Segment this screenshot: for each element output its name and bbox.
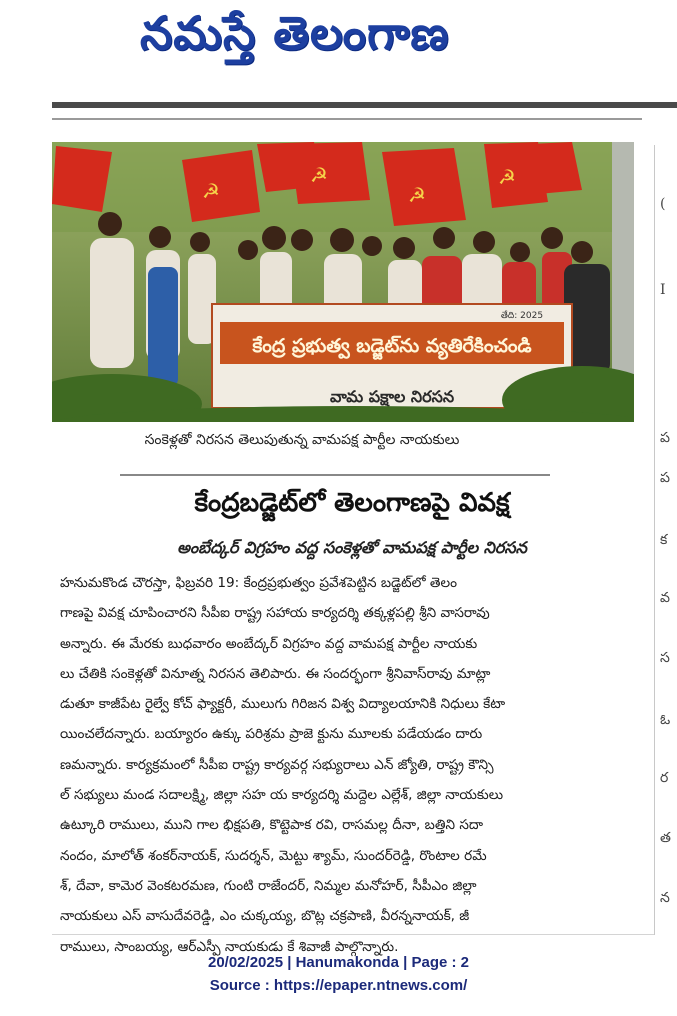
adjacent-column-glyph: I [660, 282, 666, 298]
article-line: నాయకులు ఎస్ వాసుదేవరెడ్డి, ఎం చుక్కయ్య, బొట్ల చక్రపాణి, వీరన్ననాయక్, జీ [60, 908, 470, 925]
news-photo [52, 142, 634, 422]
article-line: రాములు, సాంబయ్య, ఆర్ఎస్పీ నాయకుడు కే శివాజీ పాల్గొన్నారు. [60, 938, 399, 955]
article-line: శ్, దేవా, కామెర వెంకటరమణ, గుంటి రాజేందర్, నిమ్మల మనోహర్, సీపీఎం జిల్లా [60, 877, 477, 894]
article-line: లు చేతికి సంకెళ్లతో వినూత్న నిరసన తెలిపారు. ఈ సందర్భంగా శ్రీనివాస్‌రావు మాట్లా [60, 665, 491, 682]
adjacent-column-glyph: ఓ [660, 712, 671, 728]
adjacent-column-glyph: ( [660, 196, 666, 212]
edition-info: 20/02/2025 | Hanumakonda | Page : 2 [207, 954, 469, 971]
article-subheadline: అంబేద్కర్ విగ్రహం వద్ద సంకెళ్లతో వామపక్ష పార్టీల నిరసన [177, 538, 527, 557]
column-divider [654, 145, 655, 935]
adjacent-column-glyph: వ [660, 590, 670, 606]
footer-divider [52, 934, 654, 935]
masthead-rule [52, 102, 677, 108]
source-link[interactable]: Source : https://epaper.ntnews.com/ [209, 977, 468, 994]
adjacent-column-glyph: క [660, 532, 668, 548]
article-line: ల్ సభ్యులు మండ సదాలక్ష్మి, జిల్లా సహ య కార్యదర్శి మద్దెల ఎల్లేశ్, జిల్లా నాయకులు [60, 787, 504, 804]
article-line: యించలేదన్నారు. బయ్యారం ఉక్కు పరిశ్రమ ప్రాజె క్టును మూలకు పడేయడం దారు [60, 726, 483, 743]
banner-bottom-text: వామ పక్షాల నిరసన [329, 387, 455, 406]
adjacent-column-glyph: ర [660, 770, 669, 786]
svg-text:☭: ☭ [310, 163, 328, 187]
banner-date-text: తేది: 2025 [500, 311, 544, 321]
newspaper-logo: నమస్తే తెలంగాణ [140, 6, 450, 60]
adjacent-column-glyph: ప [660, 430, 670, 446]
adjacent-column-glyph: ప [660, 470, 670, 486]
photo-caption: సంకెళ్లతో నిరసన తెలుపుతున్న వామపక్ష పార్టీల నాయకులు [144, 432, 460, 448]
caption-divider [120, 474, 550, 476]
article-line: గాణపై వివక్ష చూపించారని సీపీఐ రాష్ట్ర సహాయ కార్యదర్శి తక్కళ్లపల్లి శ్రీని వాసరావు [60, 605, 490, 622]
svg-text:☭: ☭ [202, 179, 220, 203]
masthead [0, 0, 677, 100]
svg-text:☭: ☭ [498, 165, 516, 189]
svg-text:☭: ☭ [408, 183, 426, 207]
masthead-subrule [52, 118, 642, 120]
adjacent-column-glyph: న [660, 890, 670, 906]
article-line: హనుమకొండ చౌరస్తా, ఫిబ్రవరి 19: కేంద్రప్రభుత్వం ప్రవేశపెట్టిన బడ్జెట్‌లో తెలం [60, 575, 458, 591]
article-line: ఉట్కూరి రాములు, ముని గాల భిక్షపతి, కొట్టెపాక రవి, రాసమల్ల దీనా, బత్తిని సదా [60, 817, 483, 834]
article-line: నందం, మాలోత్ శంకర్‌నాయక్, సుదర్శన్, మెట్టు శ్యామ్, సుందర్‌రెడ్డి, రొంటాల రమే [60, 847, 487, 864]
article-line: అన్నారు. ఈ మేరకు బుధవారం అంబేద్కర్ విగ్రహం వద్ద వామపక్ష పార్టీల నాయకు [60, 635, 478, 652]
banner-main-text: కేంద్ర ప్రభుత్వ బడ్జెట్‌ను వ్యతిరేకించండి [252, 335, 532, 357]
article-line: ణమన్నారు. కార్యక్రమంలో సీపీఐ రాష్ట్ర కార్యవర్గ సభ్యురాలు ఎన్ జ్యోతి, రాష్ట్ర కౌన్సి [60, 756, 494, 773]
article-line: డుతూ కాజీపేట రైల్వే కోచ్ ఫ్యాక్టరీ, ములుగు గిరిజన విశ్వ విద్యాలయానికి నిధులు కేటా [60, 696, 506, 713]
adjacent-column-glyph: స [660, 650, 670, 666]
article-body [60, 568, 646, 962]
adjacent-column-glyph: త [660, 830, 671, 846]
article-headline: కేంద్రబడ్జెట్‌లో తెలంగాణపై వివక్ష [194, 488, 510, 518]
